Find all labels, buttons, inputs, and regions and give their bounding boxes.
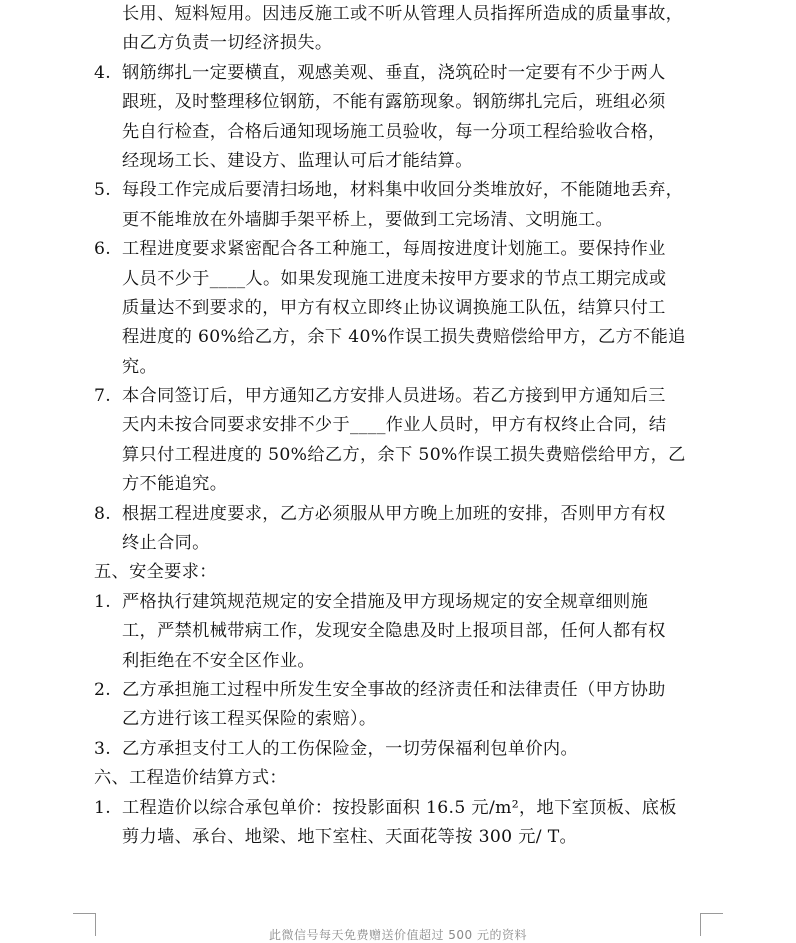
continuation-line: [94, 206, 704, 235]
list-item-text: 严格执行建筑规范规定的安全措施及甲方现场规定的安全规章细则施: [122, 591, 649, 612]
continuation-text: 由乙方负责一切经济损失。: [122, 33, 333, 54]
continuation-text: 人员不少于____人。如果发现施工进度未按甲方要求的节点工期完成或: [122, 268, 667, 289]
list-item-line: [94, 59, 704, 88]
continuation-line: [94, 647, 704, 676]
list-item-text: 工程进度要求紧密配合各工种施工，每周按进度计划施工。要保持作业: [122, 239, 666, 260]
list-item-line: [94, 500, 704, 529]
footer-text: 此微信号每天免费赠送价值超过 500 元的资料: [268, 928, 528, 942]
section-heading-text: 六、工程造价结算方式：: [94, 768, 287, 789]
list-item-number: 8.: [94, 503, 112, 524]
list-item-text: 每段工作完成后要清扫场地，材料集中收回分类堆放好，不能随地丢弃，: [122, 180, 684, 201]
document-body: [94, 0, 704, 852]
list-item-number: 7.: [94, 386, 112, 407]
continuation-text: 算只付工程进度的 50%给乙方，余下 50%作误工损失费赔偿给甲方，乙: [122, 444, 686, 465]
continuation-text: 终止合同。: [122, 533, 210, 554]
list-item-line: [94, 176, 704, 205]
continuation-text: 乙方进行该工程买保险的索赔）。: [122, 709, 377, 730]
list-item-line: [94, 588, 704, 617]
list-item-number: 5.: [94, 180, 112, 201]
continuation-line: [94, 147, 704, 176]
continuation-text: 更不能堆放在外墙脚手架平桥上，要做到工完场清、文明施工。: [122, 209, 614, 230]
continuation-line: [94, 88, 704, 117]
continuation-line: [94, 823, 704, 852]
continuation-text: 经现场工长、建设方、监理认可后才能结算。: [122, 150, 473, 171]
list-item-line: [94, 735, 704, 764]
list-item-number: 1.: [94, 797, 112, 818]
continuation-text: 程进度的 60%给乙方，余下 40%作误工损失费赔偿给甲方，乙方不能追: [122, 327, 686, 348]
continuation-text: 先自行检查，合格后通知现场施工员验收，每一分项工程给验收合格，: [122, 121, 666, 142]
list-item-text: 钢筋绑扎一定要横直，观感美观、垂直，浇筑砼时一定要有不少于两人: [122, 62, 666, 83]
continuation-text: 利拒绝在不安全区作业。: [122, 650, 315, 671]
continuation-line: [94, 353, 704, 382]
list-item-text: 乙方承担施工过程中所发生安全事故的经济责任和法律责任（甲方协助: [122, 679, 666, 700]
list-item-text: 本合同签订后，甲方通知乙方安排人员进场。若乙方接到甲方通知后三: [122, 386, 666, 407]
continuation-line: [94, 29, 704, 58]
continuation-line: [94, 441, 704, 470]
continuation-line: [94, 294, 704, 323]
continuation-text: 剪力墙、承台、地梁、地下室柱、天面花等按 300 元/ T。: [122, 826, 578, 847]
continuation-line: [94, 118, 704, 147]
continuation-text: 天内未按合同要求安排不少于____作业人员时，甲方有权终止合同，结: [122, 415, 667, 436]
continuation-line: [94, 470, 704, 499]
section-heading: [94, 764, 704, 793]
list-item-line: [94, 382, 704, 411]
continuation-text: 工，严禁机械带病工作，发现安全隐患及时上报项目部，任何人都有权: [122, 621, 666, 642]
continuation-text: 跟班，及时整理移位钢筋，不能有露筋现象。钢筋绑扎完后，班组必须: [122, 92, 666, 113]
continuation-line: [94, 0, 704, 29]
list-item-text: 根据工程进度要求，乙方必须服从甲方晚上加班的安排，否则甲方有权: [122, 503, 666, 524]
list-item-number: 4.: [94, 62, 112, 83]
list-item-number: 1.: [94, 591, 112, 612]
continuation-line: [94, 617, 704, 646]
list-item-number: 3.: [94, 738, 112, 759]
list-item-line: [94, 676, 704, 705]
list-item-number: 2.: [94, 679, 112, 700]
list-item-number: 6.: [94, 239, 112, 260]
continuation-text: 长用、短料短用。因违反施工或不听从管理人员指挥所造成的质量事故，: [122, 4, 684, 24]
continuation-text: 质量达不到要求的，甲方有权立即终止协议调换施工队伍，结算只付工: [122, 297, 666, 318]
list-item-line: [94, 235, 704, 264]
continuation-line: [94, 529, 704, 558]
continuation-text: 究。: [122, 356, 158, 377]
continuation-line: [94, 323, 704, 352]
section-heading: [94, 558, 704, 587]
list-item-text: 工程造价以综合承包单价：按投影面积 16.5 元/m²，地下室顶板、底板: [122, 797, 677, 818]
list-item-text: 乙方承担支付工人的工伤保险金，一切劳保福利包单价内。: [122, 738, 578, 759]
continuation-line: [94, 265, 704, 294]
continuation-line: [94, 411, 704, 440]
continuation-line: [94, 705, 704, 734]
section-heading-text: 五、安全要求：: [94, 562, 217, 583]
list-item-line: [94, 794, 704, 823]
continuation-text: 方不能追究。: [122, 474, 228, 495]
